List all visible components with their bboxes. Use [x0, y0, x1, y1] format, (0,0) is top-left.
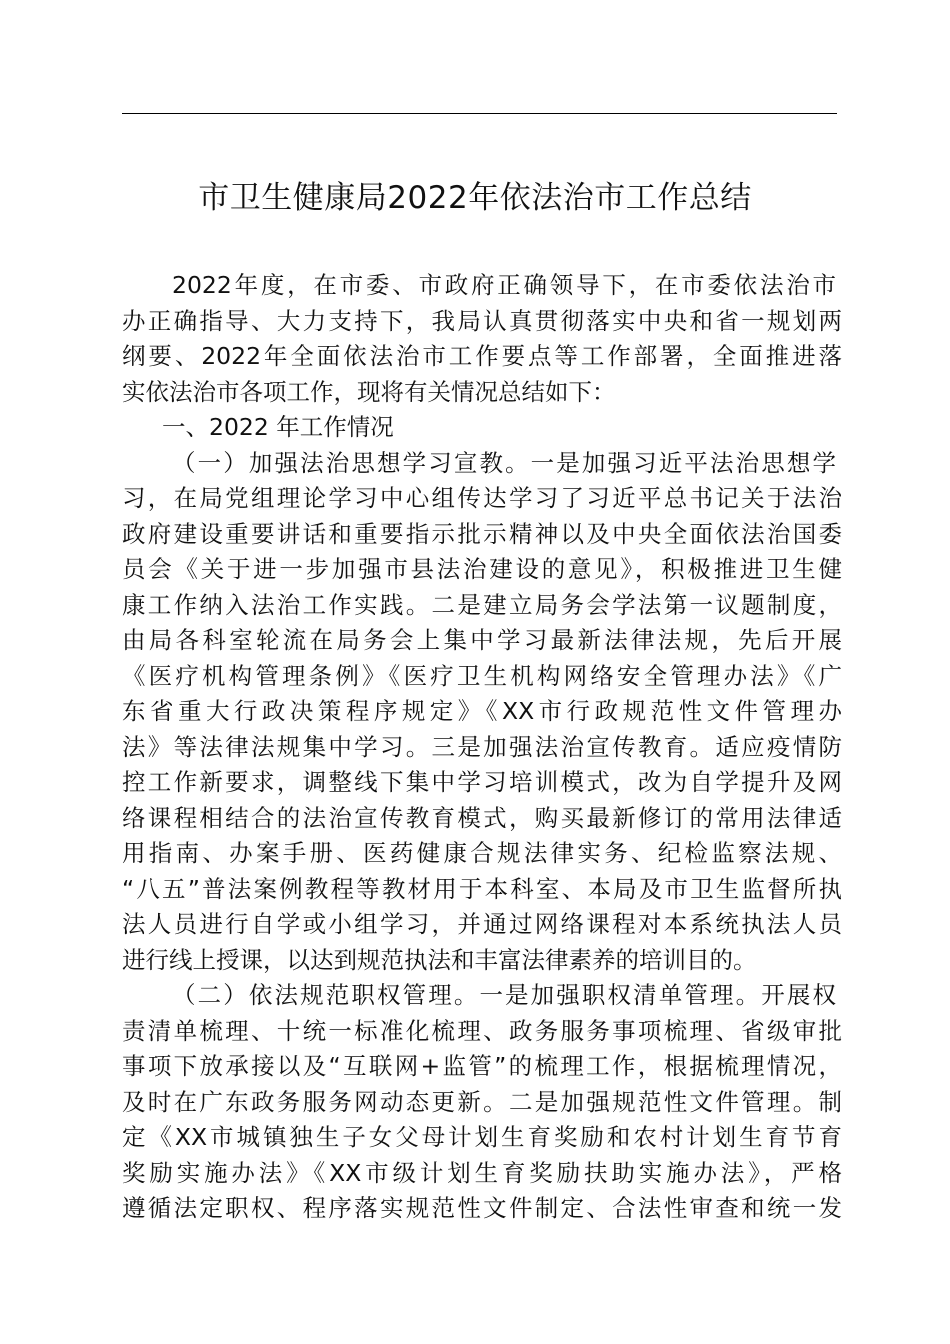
body-line: 定《XX市城镇独生子女父母计划生育奖励和农村计划生育节育 — [122, 1123, 842, 1151]
header-rule — [122, 113, 837, 114]
body-line: 办正确指导、大力支持下，我局认真贯彻落实中央和省一规划两 — [122, 306, 842, 335]
body-line: 《医疗机构管理条例》《医疗卫生机构网络安全管理办法》《广 — [122, 661, 842, 690]
body-line: 法人员进行自学或小组学习，并通过网络课程对本系统执法人员 — [122, 910, 842, 938]
body-line: 事项下放承接以及“互联网+监管”的梳理工作，根据梳理情况， — [122, 1052, 842, 1080]
body-line: （一）加强法治思想学习宣教。一是加强习近平法治思想学 — [172, 448, 836, 477]
document-body — [122, 268, 842, 1227]
body-line: 遵循法定职权、程序落实规范性文件制定、合法性审查和统一发 — [122, 1194, 842, 1222]
body-line: 政府建设重要讲话和重要指示批示精神以及中央全面依法治国委 — [122, 519, 842, 548]
body-line: 络课程相结合的法治宣传教育模式，购买最新修订的常用法律适 — [122, 803, 842, 832]
body-line: 实依法治市各项工作，现将有关情况总结如下： — [122, 377, 616, 406]
body-line: 纲要、2022年全面依法治市工作要点等工作部署，全面推进落 — [122, 342, 842, 370]
body-line: 奖励实施办法》《XX市级计划生育奖励扶助实施办法》，严格 — [122, 1158, 842, 1187]
body-line: 及时在广东政务服务网动态更新。二是加强规范性文件管理。制 — [122, 1087, 842, 1116]
body-line: 习，在局党组理论学习中心组传达学习了习近平总书记关于法治 — [122, 484, 842, 512]
section-heading: 一、2022 年工作情况 — [162, 413, 394, 441]
body-line: 用指南、办案手册、医药健康合规法律实务、纪检监察法规、 — [122, 839, 842, 867]
body-line: 2022年度，在市委、市政府正确领导下，在市委依法治市 — [172, 271, 836, 299]
body-line: 法》等法律法规集中学习。三是加强法治宣传教育。适应疫情防 — [122, 732, 842, 761]
body-line: “八五”普法案例教程等教材用于本科室、本局及市卫生监督所执 — [122, 874, 842, 903]
body-line: 控工作新要求，调整线下集中学习培训模式，改为自学提升及网 — [122, 768, 842, 796]
body-line: 由局各科室轮流在局务会上集中学习最新法律法规，先后开展 — [122, 626, 842, 654]
body-line: 康工作纳入法治工作实践。二是建立局务会学法第一议题制度， — [122, 590, 842, 619]
body-line: 责清单梳理、十统一标准化梳理、政务服务事项梳理、省级审批 — [122, 1016, 842, 1045]
body-line: 东省重大行政决策程序规定》《XX市行政规范性文件管理办 — [122, 697, 842, 725]
body-line: 员会《关于进一步加强市县法治建设的意见》，积极推进卫生健 — [122, 555, 842, 583]
body-line: （二）依法规范职权管理。一是加强职权清单管理。开展权 — [172, 981, 836, 1009]
document-title: 市卫生健康局2022年依法治市工作总结 — [198, 180, 752, 216]
body-line: 进行线上授课，以达到规范执法和丰富法律素养的培训目的。 — [122, 945, 757, 974]
